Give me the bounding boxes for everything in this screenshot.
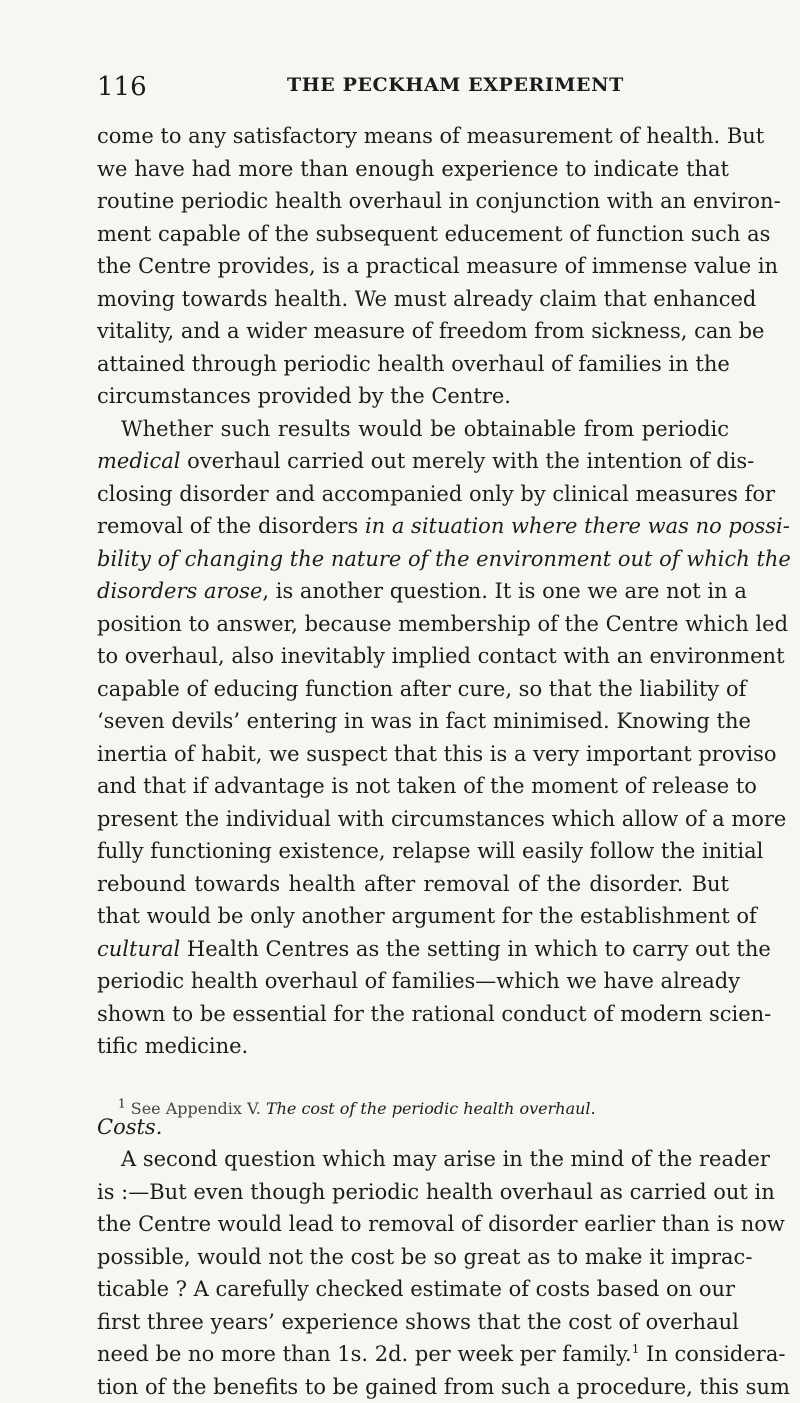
text-line: first three years’ experience shows that the cost of overhaul bbox=[97, 1306, 729, 1339]
italic-phrase: in a situation where there was no possi- bbox=[365, 514, 790, 538]
text-line: routine periodic health overhaul in conjunction with an environ- bbox=[97, 185, 729, 218]
text-line bbox=[97, 510, 729, 543]
text-segment: In considera- bbox=[639, 1342, 785, 1366]
running-head: THE PECKHAM EXPERIMENT bbox=[287, 74, 624, 96]
text-line bbox=[97, 543, 729, 576]
text-segment: , is another question. It is one we are not in a bbox=[262, 579, 746, 603]
text-line: tion of the benefits to be gained from such a procedure, this sum bbox=[97, 1371, 729, 1403]
text-line: ticable ? A carefully checked estimate of costs based on our bbox=[97, 1273, 729, 1306]
text-line: tific medicine. bbox=[97, 1030, 729, 1063]
text-line: Whether such results would be obtainable from periodic bbox=[97, 413, 729, 446]
footnote-title: The cost of the periodic health overhaul. bbox=[266, 1099, 596, 1118]
text-segment: need be no more than 1s. 2d. per week per family. bbox=[97, 1342, 632, 1366]
body-text bbox=[97, 120, 729, 1403]
text-line: we have had more than enough experience to indicate that bbox=[97, 153, 729, 186]
italic-cultural: cultural bbox=[97, 937, 180, 961]
italic-phrase: disorders arose bbox=[97, 579, 262, 603]
text-line: A second question which may arise in the mind of the reader bbox=[97, 1143, 729, 1176]
text-line: ‘seven devils’ entering in was in fact minimised. Knowing the bbox=[97, 705, 729, 738]
text-line: to overhaul, also inevitably implied contact with an environment bbox=[97, 640, 729, 673]
text-line bbox=[97, 445, 729, 478]
footnote-reference: See Appendix V. bbox=[131, 1099, 261, 1118]
text-line: present the individual with circumstances which allow of a more bbox=[97, 803, 729, 836]
text-line: is :—But even though periodic health overhaul as carried out in bbox=[97, 1176, 729, 1209]
text-line: circumstances provided by the Centre. bbox=[97, 380, 729, 413]
italic-medical: medical bbox=[97, 449, 181, 473]
text-line: vitality, and a wider measure of freedom from sickness, can be bbox=[97, 315, 729, 348]
text-line: inertia of habit, we suspect that this is a very important proviso bbox=[97, 738, 729, 771]
text-segment: removal of the disorders bbox=[97, 514, 365, 538]
footnote-marker: 1 bbox=[632, 1342, 640, 1356]
text-line: possible, would not the cost be so great as to make it imprac- bbox=[97, 1241, 729, 1274]
text-line: rebound towards health after removal of the disorder. But bbox=[97, 868, 729, 901]
text-line: closing disorder and accompanied only by clinical measures for bbox=[97, 478, 729, 511]
text-line bbox=[97, 933, 729, 966]
italic-phrase: bility of changing the nature of the environment out of which the bbox=[97, 547, 791, 571]
text-line: the Centre provides, is a practical measure of immense value in bbox=[97, 250, 729, 283]
text-line: that would be only another argument for the establishment of bbox=[97, 900, 729, 933]
text-line: periodic health overhaul of families—which we have already bbox=[97, 965, 729, 998]
footnote bbox=[118, 1099, 596, 1118]
text-line: ment capable of the subsequent educement of function such as bbox=[97, 218, 729, 251]
footnote-number: 1 bbox=[118, 1097, 126, 1111]
text-segment: overhaul carried out merely with the intention of dis- bbox=[181, 449, 755, 473]
text-line: shown to be essential for the rational conduct of modern scien- bbox=[97, 998, 729, 1031]
page-number: 116 bbox=[97, 72, 147, 102]
text-line: the Centre would lead to removal of disorder earlier than is now bbox=[97, 1208, 729, 1241]
text-line: fully functioning existence, relapse will easily follow the initial bbox=[97, 835, 729, 868]
text-line: capable of educing function after cure, so that the liability of bbox=[97, 673, 729, 706]
text-segment: Health Centres as the setting in which to carry out the bbox=[180, 937, 771, 961]
text-line bbox=[97, 575, 729, 608]
text-line: position to answer, because membership of the Centre which led bbox=[97, 608, 729, 641]
text-line: attained through periodic health overhaul of families in the bbox=[97, 348, 729, 381]
text-line: and that if advantage is not taken of the moment of release to bbox=[97, 770, 729, 803]
text-line: moving towards health. We must already claim that enhanced bbox=[97, 283, 729, 316]
text-line: come to any satisfactory means of measurement of health. But bbox=[97, 120, 729, 153]
section-heading-costs: Costs. bbox=[97, 1111, 729, 1144]
page-header bbox=[97, 72, 727, 112]
